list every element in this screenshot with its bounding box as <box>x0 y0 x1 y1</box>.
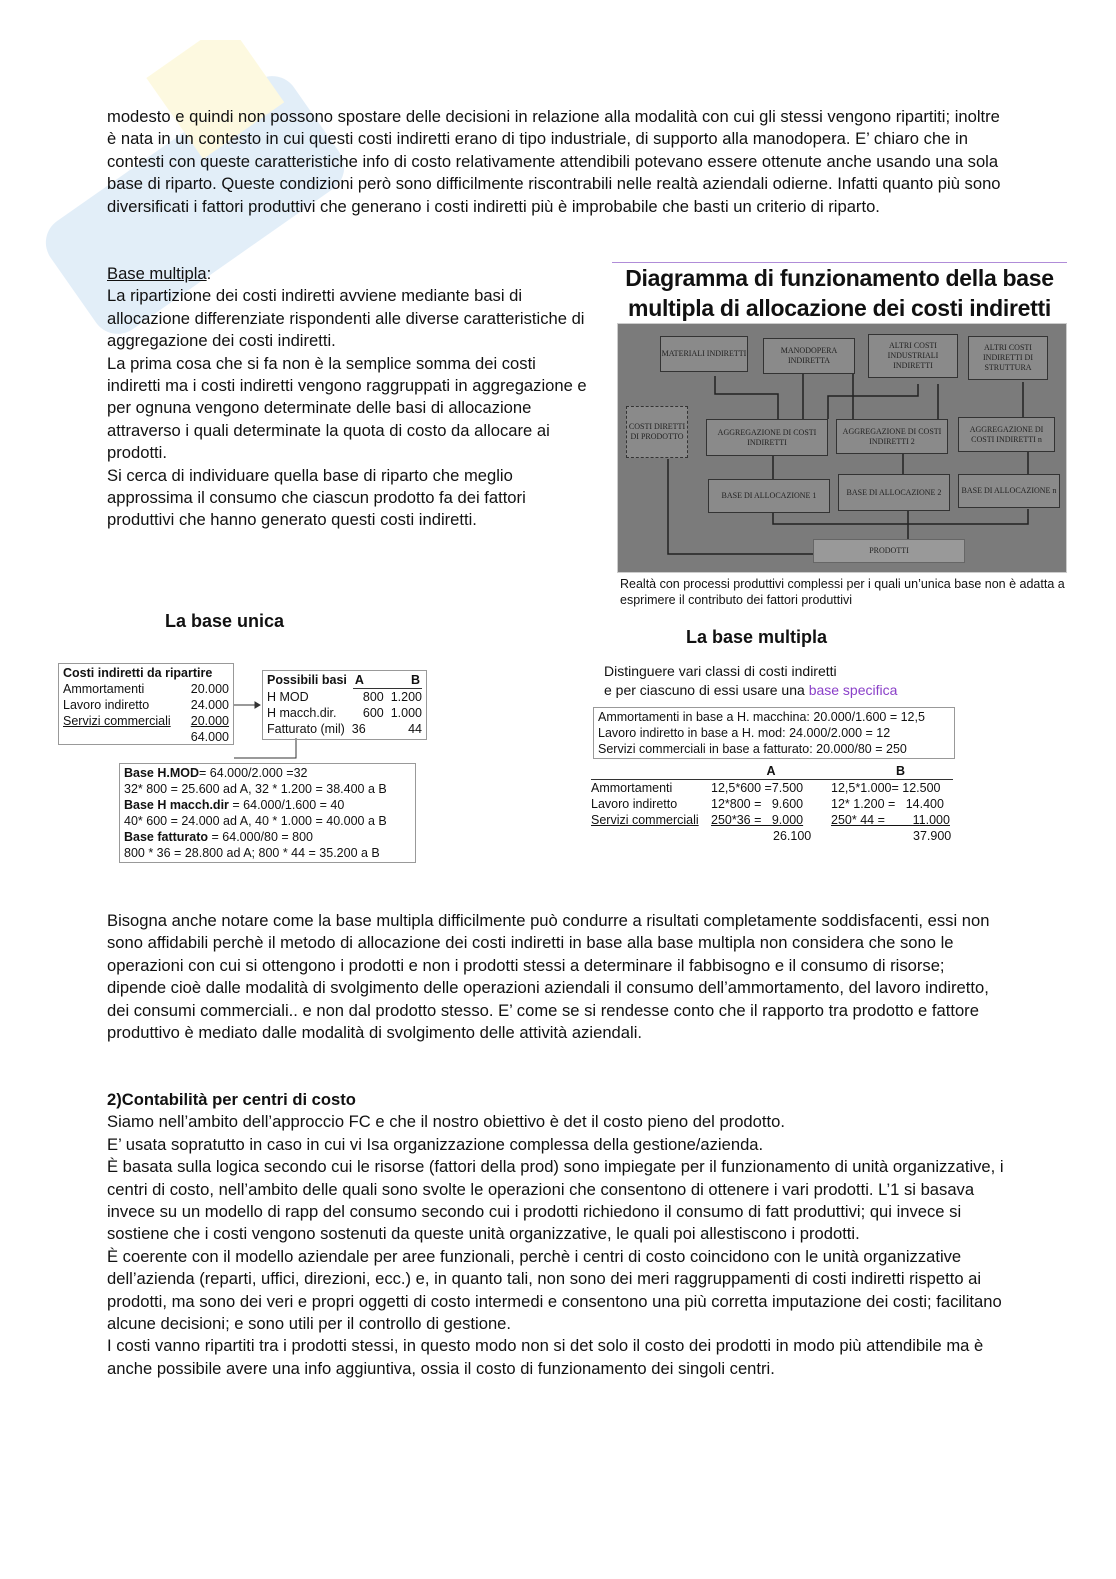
diagram-caption: Realtà con processi produttivi complessi per i quali un’unica base non è adatta a esprimere il contributo dei fattori produttivi <box>620 577 1065 607</box>
diagram-box: AGGREGAZIONE DI COSTI INDIRETTI <box>706 419 828 456</box>
paragraph: Siamo nell’ambito dell’approccio FC e che il nostro obiettivo è det il costo pieno del prodotto. <box>107 1112 785 1132</box>
diagram-box: AGGREGAZIONE DI COSTI INDIRETTI 2 <box>836 419 948 454</box>
diagram-box: MATERIALI INDIRETTI <box>660 336 748 372</box>
calc-line <box>124 765 411 781</box>
base-multipla-section <box>107 263 592 532</box>
costi-total: 64.000 <box>190 730 229 744</box>
allocation-table <box>591 763 953 844</box>
cell: 250*36 = 9.000 <box>711 813 804 827</box>
basi-box <box>262 670 427 740</box>
highlight-text: base specifica <box>808 682 898 698</box>
value-b: 44 <box>408 722 422 736</box>
base-multipla-title: La base multipla <box>686 627 828 647</box>
label: Possibili basi <box>267 673 347 687</box>
diagram-box: BASE DI ALLOCAZIONE 1 <box>708 479 830 513</box>
cell: 250* 44 = 11.000 <box>831 813 950 827</box>
total-a: 26.100 <box>773 829 812 843</box>
label: H macch.dir. <box>267 706 337 720</box>
conclusion-paragraph: Bisogna anche notare come la base multipla difficilmente può condurre a risultati completamente soddisfacenti, essi non sono affidabili perchè il metodo di allocazione dei costi indiretti in base alla base multipla non considera che sono le operazioni con cui si ottengono i prodotti e non i prodotti stessi a determinare il fabbisogno e il consumo di risorse; dipende cioè dalle modalità di svolgimento delle operazioni aziendali il consumo dell’ammortamento, del lavoro indiretto, dei consumi commerciali.. e non dal prodotto stesso. E’ come se si rendesse conto che il rapporto tra prodotto e fattore produttivo è mediato dalle modalità di svolgimento delle attività aziendali. <box>107 911 990 1043</box>
cell: Ammortamenti <box>591 781 673 795</box>
table-row <box>591 780 953 796</box>
cell: Lavoro indiretto <box>591 797 678 811</box>
diagram-title: Diagramma di funzionamento della base multipla di allocazione dei costi indiretti <box>612 262 1067 323</box>
value-b: 1.200 <box>390 690 422 704</box>
basi-row <box>267 689 422 705</box>
costi-row <box>63 697 229 713</box>
cell: 12*800 = 9.600 <box>711 797 804 811</box>
section-2 <box>107 1089 1007 1380</box>
diagram-photo <box>617 323 1067 573</box>
total-b: 37.900 <box>913 829 952 843</box>
value-a: 36 <box>351 722 366 736</box>
table-row <box>591 796 953 812</box>
base-multipla-heading: Base multipla <box>107 264 207 283</box>
paragraph: E’ usata sopratutto in caso in cui vi Isa organizzazione complessa della gestione/azienda. <box>107 1134 764 1154</box>
rate-line: Servizi commerciali in base a fatturato: 20.000/80 = 250 <box>598 742 907 756</box>
label: Lavoro indiretto <box>63 698 150 712</box>
paragraph: La ripartizione dei costi indiretti avviene mediante basi di allocazione differenziate rispondenti alle diverse caratteristiche di aggregazione dei costi indiretti. <box>107 286 585 351</box>
value: 20.000 <box>190 682 229 696</box>
calc-bold: Base fatturato <box>124 830 209 844</box>
diagram-box: ALTRI COSTI INDUSTRIALI INDIRETTI <box>868 334 958 378</box>
calc-text: = 64.000/80 = 800 <box>208 830 314 844</box>
basi-header <box>267 672 422 689</box>
label: Fatturato (mil) <box>267 722 345 736</box>
label: Servizi commerciali <box>63 714 171 728</box>
diagram-box: ALTRI COSTI INDIRETTI DI STRUTTURA <box>968 336 1048 380</box>
basi-row <box>267 705 422 721</box>
calc-line: 32* 800 = 25.600 ad A, 32 * 1.200 = 38.400 a B <box>124 782 387 796</box>
col-b: B <box>896 764 906 778</box>
value-a: 800 <box>362 690 384 704</box>
table-row <box>591 812 953 828</box>
intro-paragraph: modesto e quindi non possono spostare delle decisioni in relazione alla modalità con cui gli stessi vengono ripartiti; inoltre è nata in un contesto in cui questi costi indiretti erano di tipo industriale, di supporto alla manodopera. E’ chiaro che in contesti con queste caratteristiche info di costo relativamente attendibili potevano essere ottenute anche usando una sola base di riparto. Queste condizioni però sono difficilmente riscontrabili nelle realtà aziendali odierne. Infatti quanto più sono diversificati i fattori produttivi che generano i costi indiretti più è improbabile che basti un criterio di riparto. <box>107 107 1001 216</box>
calc-bold: Base H.MOD <box>124 766 200 780</box>
col-b: B <box>410 673 420 687</box>
diagram-box-prodotti: PRODOTTI <box>813 539 965 563</box>
calc-box <box>119 763 416 863</box>
costi-box <box>58 663 234 745</box>
paragraph: La prima cosa che si fa non è la semplice somma dei costi indiretti ma i costi indiretti vengono raggruppati in aggregazione e per ognuna vengono determinate delle basi di allocazione attraverso i quali determinate la quota di costo da allocare ai prodotti. <box>107 353 587 463</box>
section-heading: 2)Contabilità per centri di costo <box>107 1090 356 1109</box>
value-a: 600 <box>362 706 384 720</box>
costi-header: Costi indiretti da ripartire <box>63 666 213 680</box>
paragraph: È basata sulla logica secondo cui le risorse (fattori della prod) sono impiegate per il funzionamento di unità organizzative, i centri di costo, nell’ambito delle quali sono svolte le operazioni che consentono di ottenere i vari prodotti. L’1 si basava invece su un modello di rapp del consumo secondo cui i prodotti richiedono il consumo di fatt produttivi; qui invece si sostiene che i costi vengono sostenuti da queste unità organizzative, le quali poi allestiscono i prodotti. <box>107 1157 1004 1244</box>
base-unica-title: La base unica <box>165 611 285 631</box>
cell: Servizi commerciali <box>591 813 699 827</box>
costi-row <box>63 713 229 729</box>
calc-bold: Base H macch.dir <box>124 798 229 812</box>
diagram-box: COSTI DIRETTI DI PRODOTTO <box>626 406 688 458</box>
rates-box <box>593 707 955 759</box>
base-multipla-intro <box>604 662 897 700</box>
cell: 12,5*1.000= 12.500 <box>831 781 941 795</box>
diagram-box: AGGREGAZIONE DI COSTI INDIRETTI n <box>958 417 1055 452</box>
costi-row <box>63 681 229 697</box>
value: 20.000 <box>190 714 229 728</box>
calc-text: = 64.000/2.000 =32 <box>199 766 308 780</box>
basi-row <box>267 721 422 737</box>
diagram-box: BASE DI ALLOCAZIONE n <box>958 474 1060 508</box>
label: Ammortamenti <box>63 682 145 696</box>
rate-line: Lavoro indiretto in base a H. mod: 24.000/2.000 = 12 <box>598 726 891 740</box>
calc-line: 40* 600 = 24.000 ad A, 40 * 1.000 = 40.000 a B <box>124 814 387 828</box>
paragraph: Si cerca di individuare quella base di riparto che meglio approssima il consumo che ciascun prodotto fa dei fattori produttivi che hanno generato questi costi indiretti. <box>107 465 526 530</box>
col-a: A <box>354 673 364 687</box>
calc-text: = 64.000/1.600 = 40 <box>228 798 345 812</box>
totals-row <box>591 828 953 844</box>
paragraph: I costi vanno ripartiti tra i prodotti stessi, in questo modo non si det solo il costo dei prodotti in modo più attendibile ma è anche possibile avere una info aggiuntiva, ossia il costo di funzionamento dei singoli centri. <box>107 1336 984 1378</box>
line: e per ciascuno di essi usare una <box>604 682 809 698</box>
label: H MOD <box>267 690 309 704</box>
line: Distinguere vari classi di costi indiretti <box>604 663 837 679</box>
diagram-box: BASE DI ALLOCAZIONE 2 <box>838 474 950 511</box>
value: 24.000 <box>190 698 229 712</box>
cell: 12* 1.200 = 14.400 <box>831 797 944 811</box>
table-header <box>591 763 953 780</box>
calc-line: 800 * 36 = 28.800 ad A; 800 * 44 = 35.200 a B <box>124 846 380 860</box>
col-a: A <box>766 764 776 778</box>
colon: : <box>206 264 212 283</box>
value-b: 1.000 <box>390 706 422 720</box>
calc-line <box>124 829 411 845</box>
cell: 12,5*600 =7.500 <box>711 781 804 795</box>
calc-line <box>124 797 411 813</box>
paragraph: È coerente con il modello aziendale per aree funzionali, perchè i centri di costo coincidono con le unità organizzative dell’azienda (reparti, uffici, direzioni, ecc.) e, in quanto tali, non sono dei meri raggruppamenti di costi indiretti rispetto ai prodotti, ma sono dei veri e propri oggetti di costo intermedi e consentono una più corretta imputazione dei costi; facilitano alcune decisioni; e sono utili per il controllo di gestione. <box>107 1246 1002 1334</box>
diagram-box: MANODOPERA INDIRETTA <box>763 338 855 374</box>
rate-line: Ammortamenti in base a H. macchina: 20.000/1.600 = 12,5 <box>598 710 925 724</box>
